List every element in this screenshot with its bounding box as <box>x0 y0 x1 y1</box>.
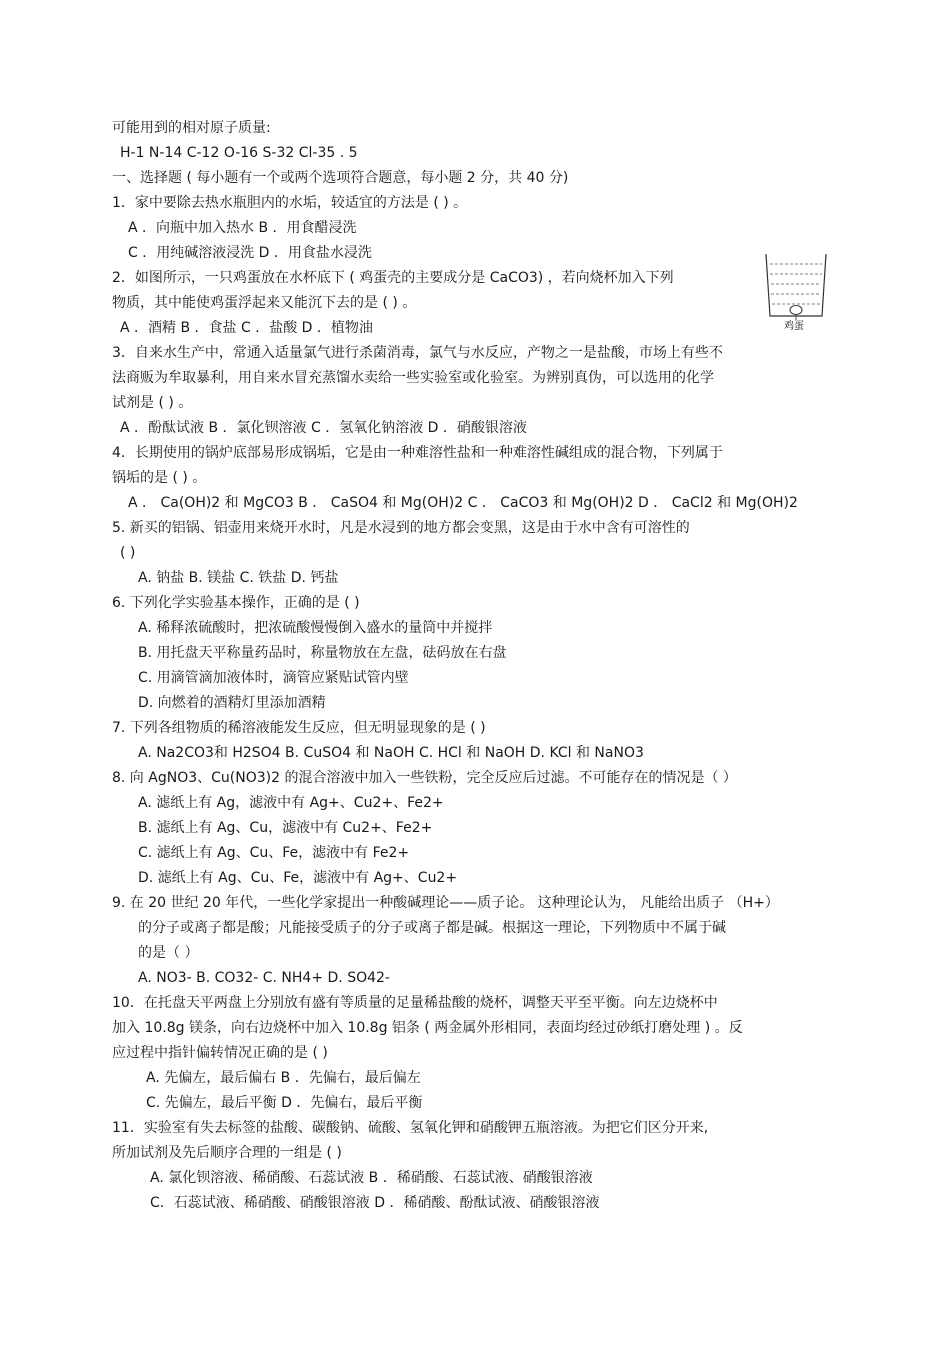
question-4-stem: 4．长期使用的锅炉底部易形成锅垢，它是由一种难溶性盐和一种难溶性碱组成的混合物，下列属于 <box>112 445 723 461</box>
egg-shape <box>790 306 802 315</box>
question-1-options-cd: C ．用纯碱溶液浸洗 D ．用食盐水浸洗 <box>128 245 372 261</box>
question-10-options-ab: A. 先偏左，最后偏右 B ．先偏右，最后偏左 <box>146 1070 421 1086</box>
question-4-options: A ． Ca(OH)2 和 MgCO3 B ． CaSO4 和 Mg(OH)2 C ． CaCO3 和 Mg(OH)2 D ． CaCl2 和 Mg(OH)2 <box>128 495 798 511</box>
question-5-options: A. 钠盐 B. 镁盐 C. 铁盐 D. 钙盐 <box>138 570 339 586</box>
question-4-stem-cont: 锅垢的是 ( ) 。 <box>112 470 207 486</box>
question-5-blank: ( ) <box>120 545 136 561</box>
relative-atomic-mass-title: 可能用到的相对原子质量: <box>112 120 271 136</box>
question-9-stem-end: 的是（ ） <box>138 945 199 961</box>
question-3-stem-cont: 法商贩为牟取暴利，用自来水冒充蒸馏水卖给一些实验室或化验室。为辨别真伪，可以选用的化学 <box>112 370 714 386</box>
question-3-stem: 3．自来水生产中，常通入适量氯气进行杀菌消毒，氯气与水反应，产物之一是盐酸，市场上有些不 <box>112 345 723 361</box>
question-11-stem-cont: 所加试剂及先后顺序合理的一组是 ( ) <box>112 1145 342 1161</box>
question-1-options-ab: A ．向瓶中加入热水 B ．用食醋浸洗 <box>128 220 357 236</box>
question-11-stem: 11．实验室有失去标签的盐酸、碳酸钠、硫酸、氢氧化钾和硝酸钾五瓶溶液。为把它们区分开来, <box>112 1120 709 1136</box>
question-9-options: A. NO3- B. CO32- C. NH4+ D. SO42- <box>138 970 390 986</box>
question-2-stem: 2．如图所示，一只鸡蛋放在水杯底下 ( 鸡蛋壳的主要成分是 CaCO3) ，若向烧杯加入下列 <box>112 270 674 286</box>
question-6-stem: 6. 下列化学实验基本操作，正确的是 ( ) <box>112 595 360 611</box>
question-10-options-cd: C. 先偏左，最后平衡 D ．先偏右，最后平衡 <box>146 1095 423 1111</box>
question-1-stem: 1．家中要除去热水瓶胆内的水垢，较适宜的方法是 ( ) 。 <box>112 195 468 211</box>
question-2-options: A ．酒精 B ．食盐 C ．盐酸 D ．植物油 <box>120 320 373 336</box>
relative-atomic-mass-values: H-1 N-14 C-12 O-16 S-32 Cl-35 . 5 <box>120 145 358 161</box>
question-6-option-b: B. 用托盘天平称量药品时，称量物放在左盘，砝码放在右盘 <box>138 645 507 661</box>
question-10-stem-cont: 加入 10.8g 镁条，向右边烧杯中加入 10.8g 铝条 ( 两金属外形相同，表面均经过砂纸打磨处理 ) 。反 <box>112 1020 743 1036</box>
question-2-stem-cont: 物质，其中能使鸡蛋浮起来又能沉下去的是 ( ) 。 <box>112 295 417 311</box>
question-5-stem: 5. 新买的铝锅、铝壶用来烧开水时，凡是水浸到的地方都会变黑，这是由于水中含有可溶性的 <box>112 520 690 536</box>
question-9-stem: 9. 在 20 世纪 20 年代，一些化学家提出一种酸碱理论——质子论。 这种理论认为， 凡能给出质子 （H+） <box>112 895 779 911</box>
question-7-options: A. Na2CO3和 H2SO4 B. CuSO4 和 NaOH C. HCl 和 NaOH D. KCl 和 NaNO3 <box>138 745 644 761</box>
question-8-option-b: B. 滤纸上有 Ag、Cu，滤液中有 Cu2+、Fe2+ <box>138 820 433 836</box>
question-7-stem: 7. 下列各组物质的稀溶液能发生反应，但无明显现象的是 ( ) <box>112 720 486 736</box>
question-11-options-ab: A. 氯化钡溶液、稀硝酸、石蕊试液 B ．稀硝酸、石蕊试液、硝酸银溶液 <box>150 1170 593 1186</box>
question-10-stem-end: 应过程中指针偏转情况正确的是 ( ) <box>112 1045 328 1061</box>
question-9-stem-cont: 的分子或离子都是酸；凡能接受质子的分子或离子都是碱。根据这一理论，下列物质中不属于碱 <box>138 920 726 936</box>
section-title: 一、选择题 ( 每小题有一个或两个选项符合题意，每小题 2 分，共 40 分) <box>112 170 569 186</box>
question-10-stem: 10．在托盘天平两盘上分别放有盛有等质量的足量稀盐酸的烧杯，调整天平至平衡。向左边烧杯中 <box>112 995 718 1011</box>
question-11-options-cd: C．石蕊试液、稀硝酸、硝酸银溶液 D ．稀硝酸、酚酞试液、硝酸银溶液 <box>150 1195 600 1211</box>
question-8-option-d: D. 滤纸上有 Ag、Cu、Fe，滤液中有 Ag+、Cu2+ <box>138 870 458 886</box>
question-6-option-a: A. 稀释浓硫酸时，把浓硫酸慢慢倒入盛水的量筒中并搅拌 <box>138 620 493 636</box>
question-3-stem-end: 试剂是 ( ) 。 <box>112 395 193 411</box>
question-8-stem: 8. 向 AgNO3、Cu(NO3)2 的混合溶液中加入一些铁粉，完全反应后过滤。不可能存在的情况是（ ） <box>112 770 737 786</box>
figure-caption: 鸡蛋 <box>784 321 804 332</box>
question-6-option-c: C. 用滴管滴加液体时，滴管应紧贴试管内壁 <box>138 670 409 686</box>
question-6-option-d: D. 向燃着的酒精灯里添加酒精 <box>138 695 326 711</box>
question-3-options: A ．酚酞试液 B ．氯化钡溶液 C ．氢氧化钠溶液 D ．硝酸银溶液 <box>120 420 527 436</box>
question-8-option-c: C. 滤纸上有 Ag、Cu、Fe，滤液中有 Fe2+ <box>138 845 410 861</box>
question-8-option-a: A. 滤纸上有 Ag，滤液中有 Ag+、Cu2+、Fe2+ <box>138 795 444 811</box>
